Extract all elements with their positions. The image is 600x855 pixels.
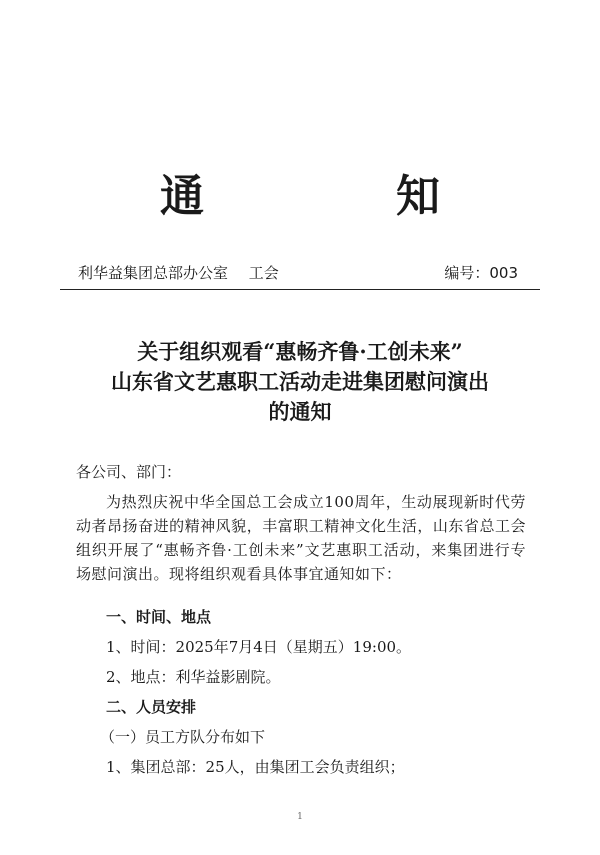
title-char-1: 通 [160,171,204,222]
notice-subject [60,337,540,427]
item-place: 2、地点：利华益影剧院。 [106,668,281,686]
item-time: 1、时间：2025年7月4日（星期五）19:00。 [106,638,412,656]
document-header [78,262,518,283]
title-char-2: 知 [396,171,440,222]
header-divider [60,289,540,290]
salutation: 各公司、部门： [76,463,182,481]
item-hq: 1、集团总部：25人，由集团工会负责组织； [106,758,405,776]
subject-line-3: 的通知 [268,399,332,424]
document-title [160,160,440,224]
issuer-union: 工会 [248,264,279,282]
page-number: 1 [297,812,303,822]
section-heading-personnel: 二、人员安排 [106,698,197,716]
subject-line-1: 关于组织观看“惠畅齐鲁·工创未来” [137,339,463,364]
document-number: 编号：003 [444,264,518,282]
subject-line-2: 山东省文艺惠职工活动走进集团慰问演出 [111,369,489,394]
subsection-heading-staff: （一）员工方队分布如下 [100,728,266,746]
section-heading-time-place: 一、时间、地点 [106,608,212,626]
issuer [78,262,279,283]
issuer-office: 利华益集团总部办公室 [78,264,229,282]
intro-paragraph: 为热烈庆祝中华全国总工会成立100周年，生动展现新时代劳动者昂扬奋进的精神风貌，丰富职工精神文化生活，山东省总工会组织开展了“惠畅齐鲁·工创未来”文艺惠职工活动，来集团进行专场慰问演出。现将组织观看具体事宜通知如下： [76,493,526,583]
